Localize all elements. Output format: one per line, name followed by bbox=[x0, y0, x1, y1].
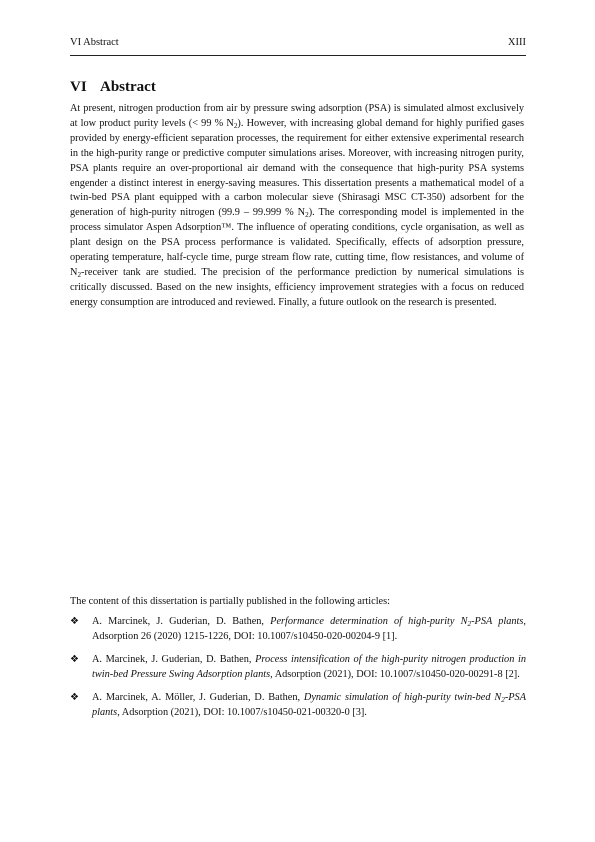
page-number: XIII bbox=[507, 37, 526, 48]
subscript: 2 bbox=[233, 121, 238, 130]
diamond-bullet-icon: ❖ bbox=[70, 616, 79, 627]
publication-title: Performance determination of high-purity $N_2$-PSA plants bbox=[270, 616, 524, 628]
abstract-text-4: -receiver tank are studied. The precision of the performance prediction by numerical simulations is critically discussed. Based on the new insights, efficiency improvement strategies with a focus on reduced energy consumption are introduced and reviewed. Finally, a future outlook on the research is presented. bbox=[70, 266, 524, 308]
diamond-bullet-icon: ❖ bbox=[70, 691, 79, 703]
section-number: VI bbox=[70, 79, 87, 95]
publication-title: Process intensification of the high-purity nitrogen production in twin-bed Pressure Swing Adsorption plants bbox=[92, 653, 527, 680]
header-section-label: VI Abstract bbox=[70, 37, 119, 48]
section-heading bbox=[70, 77, 156, 97]
abstract-text-1: At present, nitrogen production from air by pressure swing adsorption (PSA) is simulated almost exclusively at low product purity levels (< 99 % N bbox=[70, 103, 524, 129]
publication-citation: , Adsorption (2021), DOI: 10.1007/s10450-021-00320-0 [3]. bbox=[117, 706, 367, 718]
publication-citation: , Adsorption (2021), DOI: 10.1007/s10450-020-00291-8 [2]. bbox=[270, 668, 520, 680]
section-title: Abstract bbox=[100, 79, 156, 95]
subscript: 2 bbox=[77, 270, 82, 279]
running-header bbox=[70, 36, 526, 50]
publication-item bbox=[70, 691, 526, 721]
publication-authors: A. Marcinek, J. Guderian, D. Bathen, bbox=[92, 616, 271, 627]
publication-title: Dynamic simulation of high-purity twin-bed $N_2$-PSA plants bbox=[92, 691, 526, 718]
abstract-text-3: ). The corresponding model is implemented in the process simulator Aspen Adsorption™. The influence of operating conditions, cycle organisation, as well as plant design on the PSA process performance is validated. Specifically, effects of adsorption pressure, operating temperature, half-cycle time, purge stream flow rate, cutting time, flow resistances, and volume of N bbox=[70, 207, 524, 278]
abstract-paragraph bbox=[70, 102, 524, 311]
abstract-text-2: ). However, with increasing global demand for highly purified gases provided by energy-efficient separation processes, the requirement for either extensive experimental research in the high-purity range or predictive computer simulations arises. Moreover, with increasing nitrogen purity, PSA plants require an over-proportional air demand with the consequence that high-purity PSA systems engender a distinct interest in energy-saving measures. This dissertation presents a mathematical model of a twin-bed PSA plant equipped with a carbon molecular sieve (Shirasagi MSC CT-350) adsorbent for the generation of high-purity nitrogen (99.9 – 99.999 % N bbox=[70, 117, 524, 219]
subscript: 2 bbox=[305, 211, 309, 220]
publications-intro: The content of this dissertation is partially published in the following articles: bbox=[70, 596, 390, 607]
publication-item bbox=[70, 615, 526, 645]
diamond-bullet-icon: ❖ bbox=[70, 653, 79, 665]
publication-authors: A. Marcinek, A. Möller, J. Guderian, D. Bathen, bbox=[92, 691, 304, 703]
publication-item bbox=[70, 653, 526, 683]
publication-authors: A. Marcinek, J. Guderian, D. Bathen, bbox=[92, 653, 256, 665]
publication-list bbox=[70, 615, 526, 728]
publication-citation: , Adsorption 26 (2020) 1215-1226, DOI: 10.1007/s10450-020-00204-9 [1]. bbox=[92, 616, 526, 642]
header-rule bbox=[70, 55, 526, 56]
